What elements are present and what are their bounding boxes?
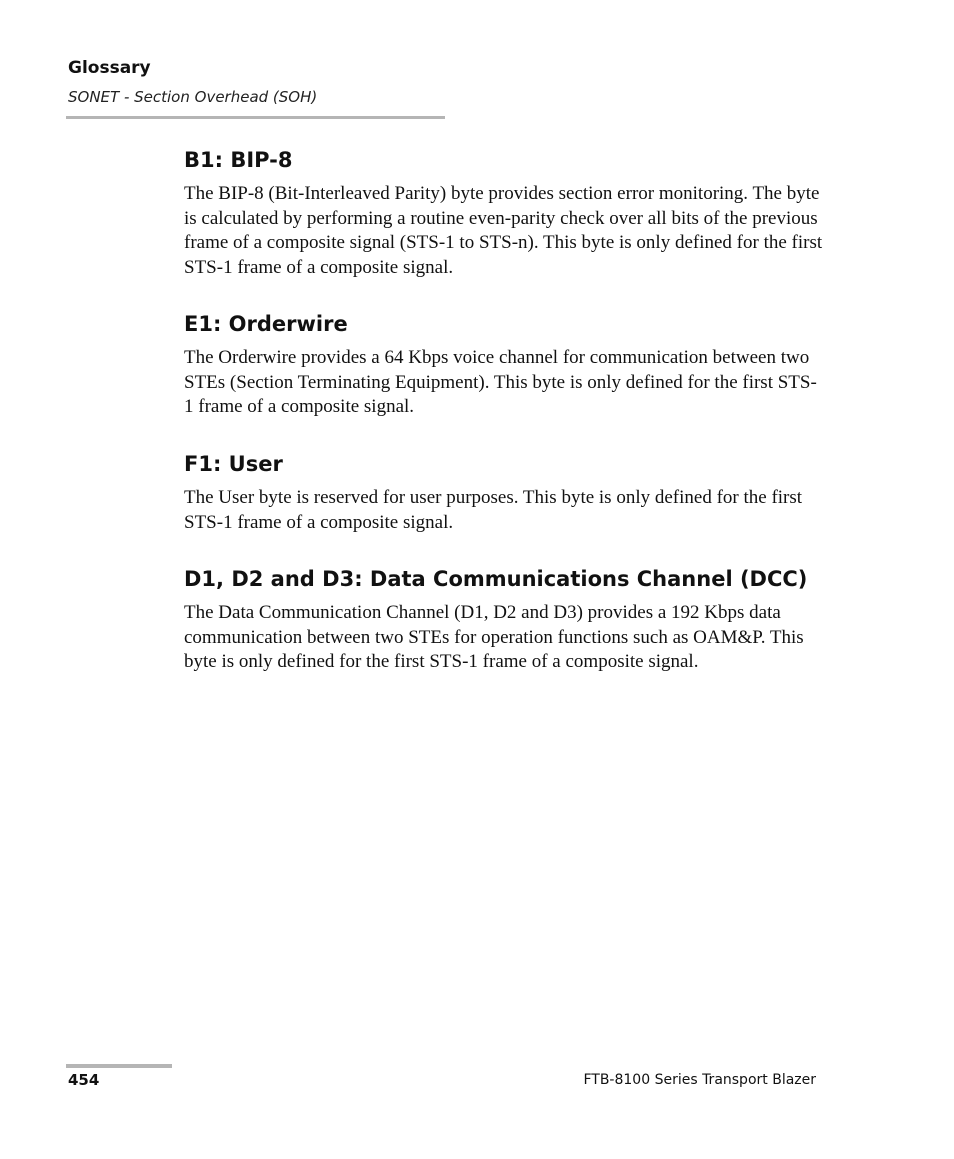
header-subtitle: SONET - Section Overhead (SOH) (68, 88, 318, 106)
section-body: The User byte is reserved for user purposes. This byte is only defined for the first STS-1 frame of a composite signal. (184, 487, 803, 533)
header-title: Glossary (68, 58, 151, 78)
section-f1 (184, 450, 824, 565)
section-body: The BIP-8 (Bit-Interleaved Parity) byte provides section error monitoring. The byte is calculated by performing a routine even-parity check over all bits of the previous frame of a composite signal (STS-1 to STS-n). This byte is only defined for the first STS-1 frame of a composite signal. (184, 183, 823, 278)
product-name: FTB-8100 Series Transport Blazer (583, 1072, 816, 1088)
main-content (184, 146, 824, 675)
section-b1 (184, 146, 824, 310)
section-title: D1, D2 and D3: Data Communications Channel (DCC) (184, 567, 808, 591)
section-e1 (184, 310, 824, 450)
section-dcc (184, 565, 824, 675)
section-body: The Orderwire provides a 64 Kbps voice channel for communication between two STEs (Section Terminating Equipment). This byte is only defined for the first STS-1 frame of a composite signal. (184, 347, 817, 417)
section-title: F1: User (184, 452, 283, 476)
footer-divider (66, 1064, 172, 1068)
section-title: B1: BIP-8 (184, 148, 293, 172)
header-divider (66, 116, 445, 119)
page-number: 454 (68, 1071, 100, 1089)
section-body: The Data Communication Channel (D1, D2 and D3) provides a 192 Kbps data communication between two STEs for operation functions such as OAM&P. This byte is only defined for the first STS-1 frame of a composite signal. (184, 602, 804, 672)
section-title: E1: Orderwire (184, 312, 348, 336)
